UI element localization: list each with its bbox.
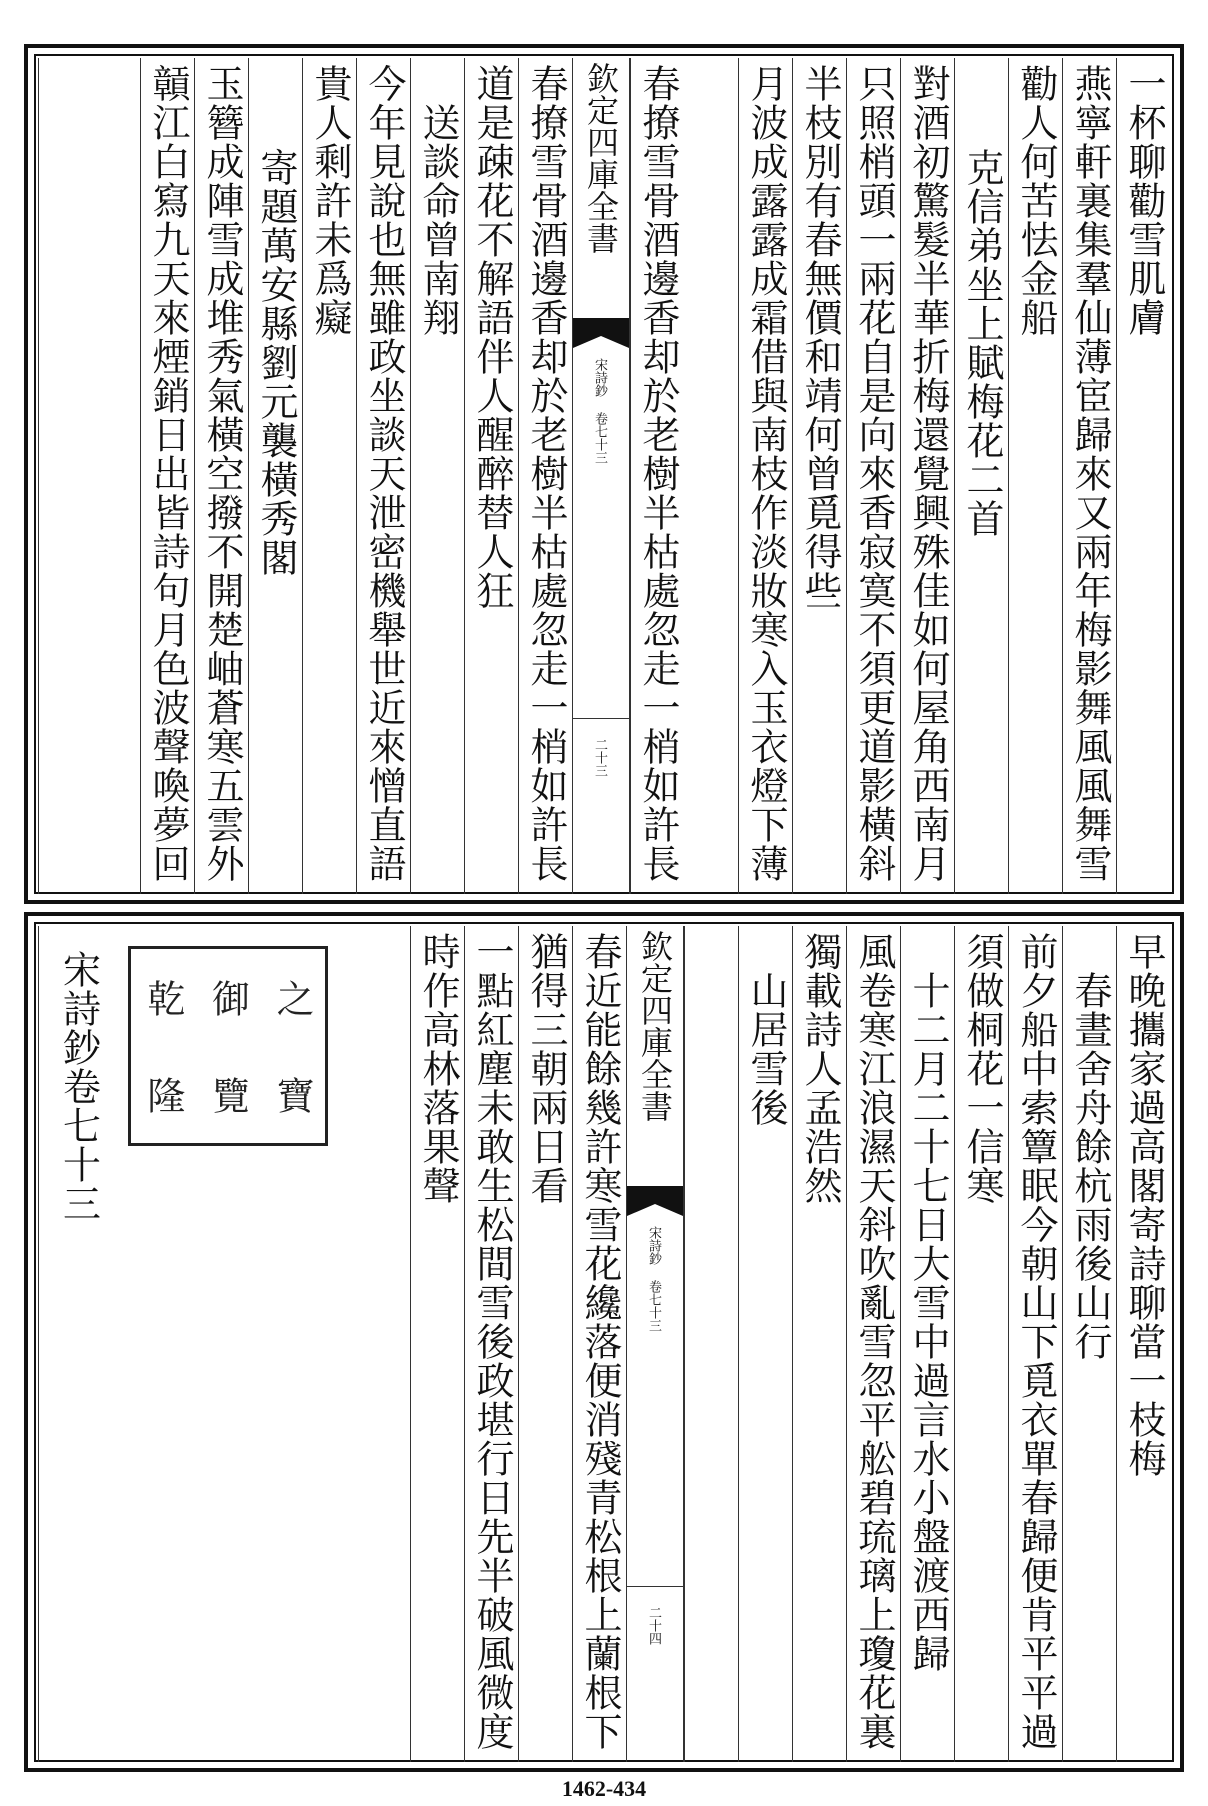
imperial-seal bbox=[128, 946, 328, 1146]
column-text: 春近能餘幾許寒雪花纔落便消殘青松根上蘭根下 bbox=[578, 932, 622, 1751]
text-column bbox=[194, 58, 248, 894]
column-text: 一杯聊勸雪肌膚 bbox=[1122, 64, 1166, 337]
center-fold bbox=[626, 926, 684, 1762]
fold-subtitle: 宋詩鈔 卷七十三 bbox=[592, 358, 607, 464]
page-footer-number: 1462-434 bbox=[561, 1776, 647, 1801]
bottom-page bbox=[24, 912, 1184, 1772]
fish-tail-mark bbox=[573, 318, 629, 348]
column-text: 半枝別有春無價和靖何曾覓得些 bbox=[798, 64, 842, 610]
text-column bbox=[954, 58, 1008, 894]
column-text: 春撩雪骨酒邊香却於老樹半枯處忽走一梢如許長 bbox=[636, 64, 680, 883]
center-fold bbox=[572, 58, 630, 894]
column-text: 猶得三朝兩日看 bbox=[524, 932, 568, 1205]
text-column bbox=[1062, 58, 1116, 894]
column-text: 贑江白寫九天來煙銷日出皆詩句月色波聲喚夢回 bbox=[146, 64, 190, 883]
poem-title: 山居雪後 bbox=[744, 971, 788, 1127]
text-column bbox=[410, 58, 464, 894]
column-text: 一點紅塵未敢生松間雪後政堪行日先半破風微度 bbox=[470, 932, 514, 1751]
text-column bbox=[954, 926, 1008, 1762]
text-column bbox=[738, 58, 792, 894]
text-column bbox=[248, 58, 302, 894]
text-column bbox=[140, 58, 194, 894]
column-text: 對酒初驚髮半華折梅還覺興殊佳如何屋角西南月 bbox=[906, 64, 950, 883]
seal-char: 御 bbox=[205, 978, 250, 1017]
column-text: 月波成露露成霜借與南枝作淡妝寒入玉衣燈下薄 bbox=[744, 64, 788, 883]
poem-title: 克信弟坐上賦梅花二首 bbox=[960, 148, 1004, 538]
column-text: 春撩雪骨酒邊香却於老樹半枯處忽走一梢如許長 bbox=[524, 64, 568, 883]
text-column bbox=[846, 926, 900, 1762]
text-column bbox=[302, 58, 356, 894]
column-text: 燕寧軒裏集羣仙薄宦歸來又兩年梅影舞風風舞雪 bbox=[1068, 64, 1112, 883]
text-column bbox=[518, 58, 572, 894]
column-text: 前夕船中索簟眠今朝山下覓衣單春歸便肯平平過 bbox=[1014, 932, 1058, 1751]
fold-title: 欽定四庫全書 bbox=[636, 930, 674, 1122]
text-column bbox=[792, 58, 846, 894]
text-column bbox=[1008, 926, 1062, 1762]
text-column bbox=[846, 58, 900, 894]
seal-char: 之 bbox=[270, 978, 315, 1017]
text-column bbox=[464, 58, 518, 894]
fish-tail-mark bbox=[627, 1186, 683, 1216]
text-column bbox=[792, 926, 846, 1762]
text-column-empty bbox=[38, 58, 140, 894]
column-text: 貴人剩許未爲癡 bbox=[308, 64, 352, 337]
text-column bbox=[518, 926, 572, 1762]
column-text: 玉簪成陣雪成堆秀氣橫空撥不開楚岫蒼寒五雲外 bbox=[200, 64, 244, 883]
text-column bbox=[1008, 58, 1062, 894]
text-column bbox=[410, 926, 464, 1762]
column-text: 風卷寒江浪濕天斜吹亂雪忽平舩碧琉璃上瓊花裏 bbox=[852, 932, 896, 1751]
fold-title: 欽定四庫全書 bbox=[582, 62, 620, 254]
text-column bbox=[572, 926, 626, 1762]
text-column bbox=[356, 58, 410, 894]
fold-subtitle: 宋詩鈔 卷七十三 bbox=[646, 1226, 661, 1332]
column-text: 時作高林落果聲 bbox=[416, 932, 460, 1205]
fold-page-number: 二十四 bbox=[646, 1606, 661, 1645]
text-column bbox=[464, 926, 518, 1762]
seal-char: 寶 bbox=[270, 1075, 315, 1114]
text-column-empty bbox=[684, 926, 738, 1762]
text-column bbox=[1116, 58, 1170, 894]
text-column bbox=[1062, 926, 1116, 1762]
fold-divider bbox=[573, 718, 629, 719]
closing-title: 宋詩鈔卷七十三 bbox=[56, 950, 101, 1223]
poem-title: 寄題萬安縣劉元襲橫秀閣 bbox=[254, 148, 298, 577]
fold-page-number: 二十三 bbox=[592, 738, 607, 777]
column-text: 獨載詩人孟浩然 bbox=[798, 932, 842, 1205]
poem-title: 十二月二十七日大雪中過言水小盤渡西歸 bbox=[906, 971, 950, 1673]
text-column bbox=[738, 926, 792, 1762]
poem-title: 送談命曾南翔 bbox=[416, 103, 460, 337]
column-text: 須做桐花一信寒 bbox=[960, 932, 1004, 1205]
column-text: 道是疎花不解語伴人醒醉替人狂 bbox=[470, 64, 514, 610]
text-column bbox=[630, 58, 684, 894]
poem-title: 春晝舍舟餘杭雨後山行 bbox=[1068, 971, 1112, 1361]
text-column bbox=[38, 926, 118, 1762]
top-page bbox=[24, 44, 1184, 904]
seal-char: 覽 bbox=[205, 1075, 250, 1114]
seal-char: 乾 bbox=[140, 978, 185, 1017]
fold-divider bbox=[627, 1586, 683, 1587]
text-column bbox=[1116, 926, 1170, 1762]
column-text: 勸人何苦怯金船 bbox=[1014, 64, 1058, 337]
column-text: 今年見說也無雖政坐談天泄密機舉世近來憎直語 bbox=[362, 64, 406, 883]
column-text: 早晚攜家過高閣寄詩聊當一枝梅 bbox=[1122, 932, 1166, 1478]
seal-char: 隆 bbox=[140, 1075, 185, 1114]
text-column bbox=[900, 58, 954, 894]
column-text: 只照梢頭一兩花自是向來香寂寞不須更道影橫斜 bbox=[852, 64, 896, 883]
text-column bbox=[900, 926, 954, 1762]
